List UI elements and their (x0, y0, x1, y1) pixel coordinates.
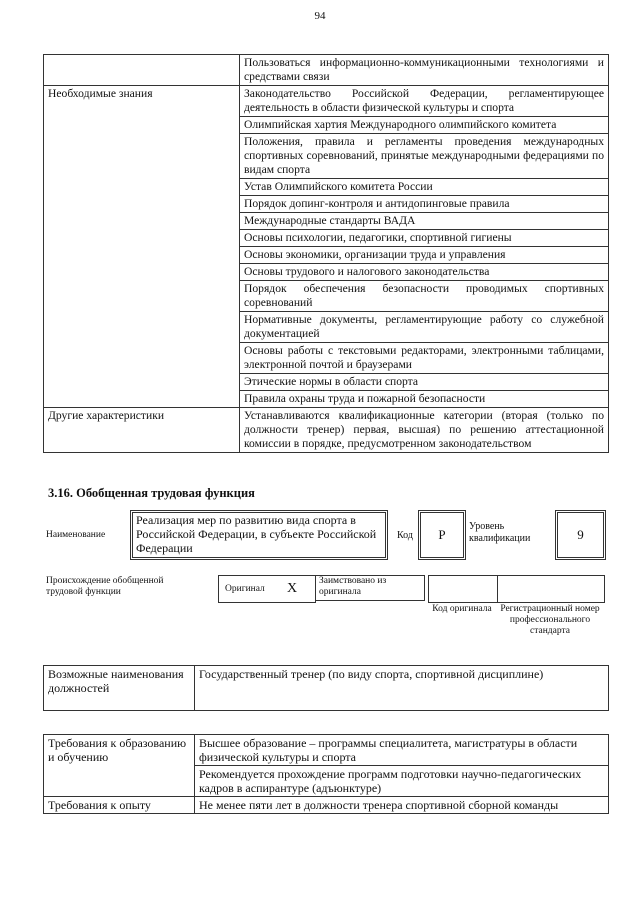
requirements-table (43, 734, 609, 814)
table-cell: Олимпийская хартия Международного олимпийского комитета (240, 117, 609, 134)
table-cell: Пользоваться информационно-коммуникационными технологиями и средствами связи (240, 55, 609, 86)
code-value: Р (418, 510, 466, 560)
function-name: Реализация мер по развитию вида спорта в Российской Федерации, в субъекте Российской Федерации (130, 510, 388, 560)
original-label: Оригинал (225, 584, 265, 594)
page-number: 94 (314, 10, 326, 22)
table-row (44, 408, 609, 453)
row-label-knowledge: Необходимые знания (44, 86, 240, 408)
table-cell: Устав Олимпийского комитета России (240, 179, 609, 196)
level-value: 9 (555, 510, 606, 560)
level-label: Уровень квалификации (469, 521, 531, 544)
row-label-other: Другие характеристики (44, 408, 240, 453)
table-cell: Основы трудового и налогового законодательства (240, 264, 609, 281)
code-original-caption: Код оригинала (432, 604, 492, 614)
positions-table (43, 665, 609, 711)
experience-value: Не менее пяти лет в должности тренера спортивной сборной команды (195, 797, 609, 814)
reg-number-caption: Регистрационный номер профессионального стандарта (500, 604, 600, 636)
table-row (44, 735, 609, 766)
table-cell: Нормативные документы, регламентирующие работу со служебной документацией (240, 312, 609, 343)
education-item: Рекомендуется прохождение программ подготовки научно-педагогических кадров в аспирантуре (адъюнктуре) (195, 766, 609, 797)
table-cell: Основы психологии, педагогики, спортивной гигиены (240, 230, 609, 247)
table-row (44, 55, 609, 86)
reg-number-cell (497, 575, 605, 603)
table-row (44, 666, 609, 711)
borrowed-cell: Заимствовано из оригинала (315, 575, 425, 601)
education-item: Высшее образование – программы специалитета, магистратуры в области физической культуры и спорта (195, 735, 609, 766)
positions-label: Возможные наименования должностей (44, 666, 195, 711)
table-cell: Правила охраны труда и пожарной безопасности (240, 391, 609, 408)
original-cell (218, 575, 316, 603)
knowledge-table (43, 54, 609, 453)
positions-value: Государственный тренер (по виду спорта, спортивной дисциплине) (195, 666, 609, 711)
name-label: Наименование (46, 530, 106, 540)
section-title: 3.16. Обобщенная трудовая функция (48, 486, 255, 500)
code-label: Код (397, 530, 413, 541)
table-cell: Законодательство Российской Федерации, регламентирующее деятельность в области физической культуры и спорта (240, 86, 609, 117)
table-cell: Международные стандарты ВАДА (240, 213, 609, 230)
table-cell: Порядок допинг-контроля и антидопинговые правила (240, 196, 609, 213)
table-row (44, 797, 609, 814)
table-cell: Порядок обеспечения безопасности проводимых спортивных соревнований (240, 281, 609, 312)
origin-label: Происхождение обобщенной трудовой функции (46, 576, 164, 597)
table-cell: Основы экономики, организации труда и управления (240, 247, 609, 264)
table-cell: Основы работы с текстовыми редакторами, электронными таблицами, электронной почтой и браузерами (240, 343, 609, 374)
row-label (44, 55, 240, 86)
original-mark: X (287, 581, 298, 596)
code-original-cell (428, 575, 498, 603)
education-label: Требования к образованию и обучению (44, 735, 195, 797)
table-row (44, 86, 609, 117)
experience-label: Требования к опыту (44, 797, 195, 814)
table-cell: Этические нормы в области спорта (240, 374, 609, 391)
table-cell: Положения, правила и регламенты проведения международных спортивных соревнований, принятые международными федерациями по видам спорта (240, 134, 609, 179)
table-cell: Устанавливаются квалификационные категории (вторая (только по должности тренер) первая, высшая) по решению аттестационной комиссии в порядке, предусмотренном законодательством (240, 408, 609, 453)
